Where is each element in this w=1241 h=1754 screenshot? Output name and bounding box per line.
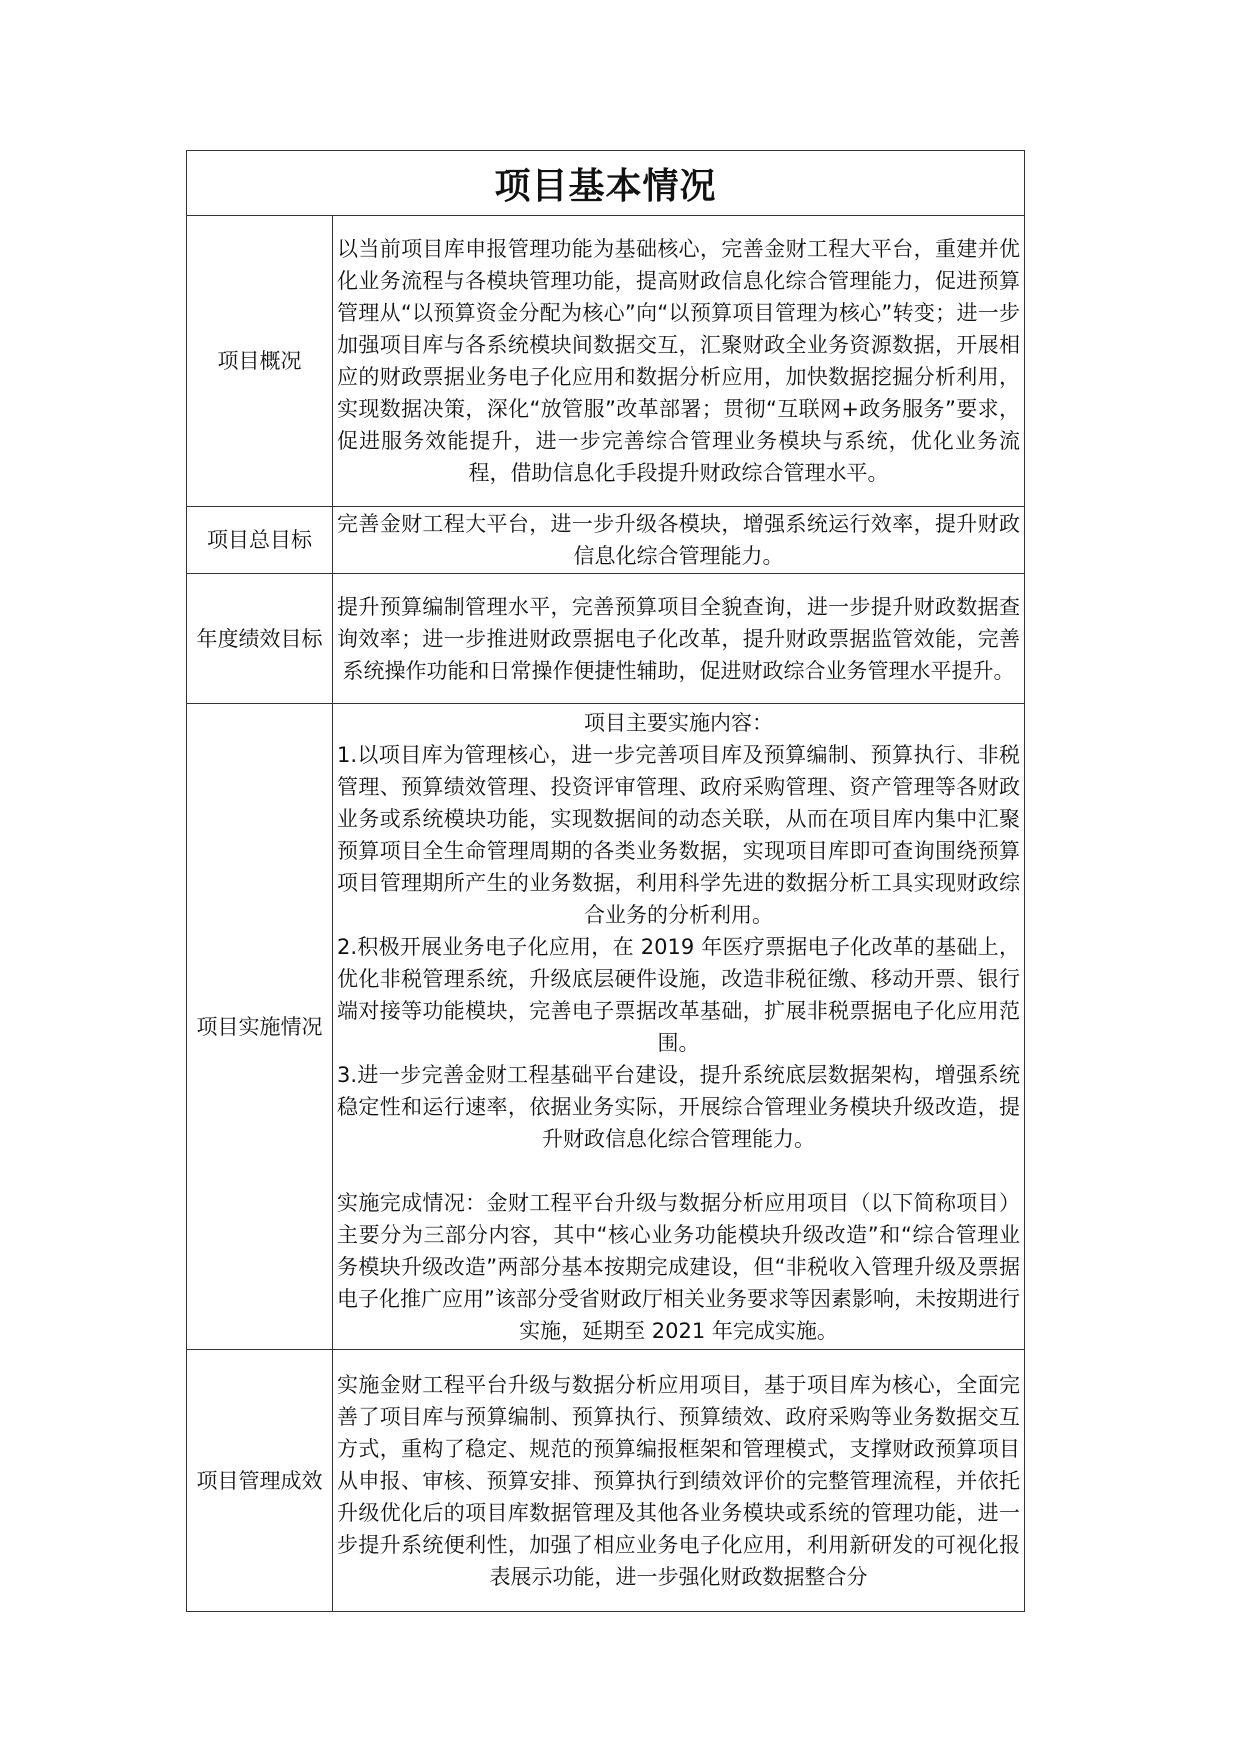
table-row	[187, 574, 1025, 704]
project-info-table	[186, 150, 1025, 1612]
title-row	[187, 151, 1025, 216]
paragraph: 2.积极开展业务电子化应用，在 2019 年医疗票据电子化改革的基础上，优化非税管理系统，升级底层硬件设施，改造非税征缴、移动开票、银行端对接等功能模块，完善电子票据改革基础，扩展非税票据电子化应用范围。	[337, 934, 1021, 1055]
paragraph: 实施完成情况：金财工程平台升级与数据分析应用项目（以下简称项目）主要分为三部分内容，其中“核心业务功能模块升级改造”和“综合管理业务模块升级改造”两部分基本按期完成建设，但“非税收入管理升级及票据电子化推广应用”该部分受省财政厅相关业务要求等因素影响，未按期进行实施，延期至 2021 年完成实施。	[337, 1190, 1021, 1343]
table-row	[187, 216, 1025, 507]
row-content	[333, 507, 1025, 574]
table-row	[187, 1350, 1025, 1612]
table-row	[187, 507, 1025, 574]
row-label: 项目实施情况	[187, 704, 333, 1350]
paragraph: 以当前项目库申报管理功能为基础核心，完善金财工程大平台，重建并优化业务流程与各模块管理功能，提高财政信息化综合管理能力，促进预算管理从“以预算资金分配为核心”向“以预算项目管理为核心”转变；进一步加强项目库与各系统模块间数据交互，汇聚财政全业务资源数据，开展相应的财政票据业务电子化应用和数据分析应用，加快数据挖掘分析利用，实现数据决策，深化“放管服”改革部署；贯彻“互联网+政务服务”要求，促进服务效能提升，进一步完善综合管理业务模块与系统，优化业务流程，借助信息化手段提升财政综合管理水平。	[337, 237, 1021, 485]
row-label: 年度绩效目标	[187, 574, 333, 704]
paragraph: 3.进一步完善金财工程基础平台建设，提升系统底层数据架构，增强系统稳定性和运行速率，依据业务实际，开展综合管理业务模块升级改造，提升财政信息化综合管理能力。	[337, 1062, 1021, 1151]
row-content	[333, 1350, 1025, 1612]
row-label: 项目概况	[187, 216, 333, 507]
paragraph: 提升预算编制管理水平，完善预算项目全貌查询，进一步提升财政数据查询效率；进一步推进财政票据电子化改革，提升财政票据监管效能，完善系统操作功能和日常操作便捷性辅助，促进财政综合业务管理水平提升。	[337, 594, 1021, 683]
row-content	[333, 216, 1025, 507]
row-label: 项目总目标	[187, 507, 333, 574]
page-title: 项目基本情况	[187, 151, 1025, 216]
blank-line	[337, 1155, 1020, 1187]
row-label: 项目管理成效	[187, 1350, 333, 1612]
table-row	[187, 704, 1025, 1350]
paragraph-heading: 项目主要实施内容：	[584, 710, 773, 735]
row-content	[333, 704, 1025, 1350]
paragraph: 实施金财工程平台升级与数据分析应用项目，基于项目库为核心，全面完善了项目库与预算编制、预算执行、预算绩效、政府采购等业务数据交互方式，重构了稳定、规范的预算编报框架和管理模式，支撑财政预算项目从申报、审核、预算安排、预算执行到绩效评价的完整管理流程，并依托升级优化后的项目库数据管理及其他各业务模块或系统的管理功能，进一步提升系统便利性，加强了相应业务电子化应用，利用新研发的可视化报表展示功能，进一步强化财政数据整合分	[337, 1372, 1021, 1589]
paragraph: 完善金财工程大平台，进一步升级各模块，增强系统运行效率，提升财政信息化综合管理能力。	[337, 512, 1021, 568]
paragraph: 1.以项目库为管理核心，进一步完善项目库及预算编制、预算执行、非税管理、预算绩效管理、投资评审管理、政府采购管理、资产管理等各财政业务或系统模块功能，实现数据间的动态关联，从而在项目库内集中汇聚预算项目全生命管理周期的各类业务数据，实现项目库即可查询围绕预算项目管理期所产生的业务数据，利用科学先进的数据分析工具实现财政综合业务的分析利用。	[337, 742, 1021, 927]
row-content	[333, 574, 1025, 704]
